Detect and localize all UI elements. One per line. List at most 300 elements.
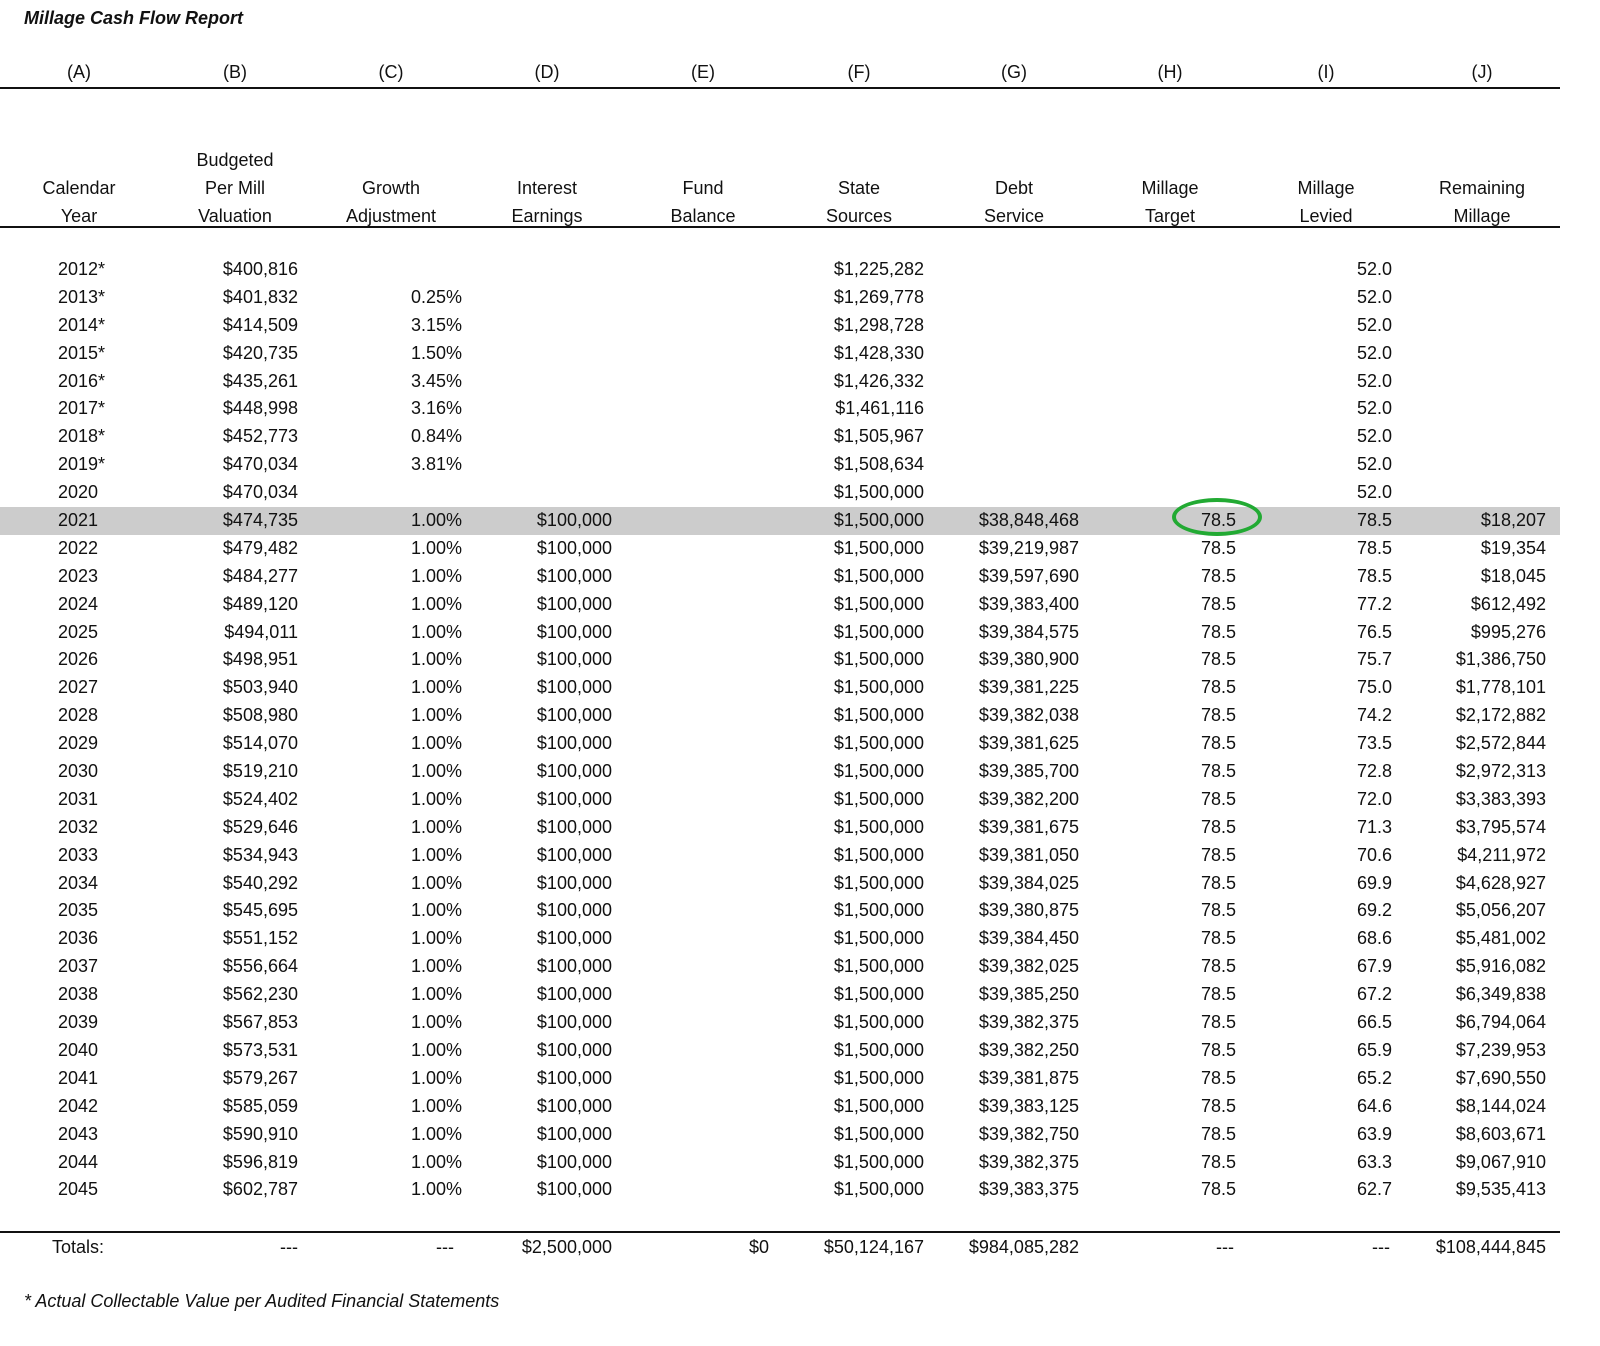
cell-growth: 1.00% — [410, 788, 462, 809]
letters-rule — [0, 87, 1560, 89]
table-row — [0, 1149, 1560, 1177]
header-line — [1090, 146, 1250, 174]
cell-valuation: $596,819 — [222, 1151, 298, 1172]
cell-interest: $100,000 — [536, 649, 612, 670]
table-row — [0, 535, 1560, 563]
table-row — [0, 646, 1560, 674]
cell-remaining-millage: $9,535,413 — [1455, 1179, 1546, 1200]
cell-year: 2041 — [58, 1067, 99, 1088]
header-rule — [0, 226, 1560, 228]
cell-growth: 1.00% — [410, 677, 462, 698]
cell-growth: 1.00% — [410, 1067, 462, 1088]
cell-remaining-millage: $5,481,002 — [1455, 928, 1546, 949]
cell-valuation: $524,402 — [222, 788, 298, 809]
cell-millage-target: 78.5 — [1200, 621, 1236, 642]
cell-debt-service: $39,383,125 — [978, 1095, 1079, 1116]
cell-year: 2037 — [58, 956, 99, 977]
footnote: * Actual Collectable Value per Audited Financial Statements — [24, 1291, 500, 1311]
cell-state-sources: $1,500,000 — [833, 1151, 924, 1172]
totals-interest: $2,500,000 — [521, 1237, 612, 1257]
cell-millage-levied: 65.2 — [1356, 1067, 1392, 1088]
header-millage-levied — [1246, 146, 1406, 230]
cell-debt-service: $39,380,900 — [978, 649, 1079, 670]
cell-millage-target: 78.5 — [1200, 510, 1236, 531]
table-row — [0, 730, 1560, 758]
cell-growth: 1.00% — [410, 621, 462, 642]
table-row — [0, 758, 1560, 786]
cell-year: 2030 — [58, 761, 99, 782]
cell-state-sources: $1,500,000 — [833, 872, 924, 893]
cell-year: 2033 — [58, 844, 99, 865]
cell-state-sources: $1,500,000 — [833, 1039, 924, 1060]
cell-year: 2013* — [58, 286, 106, 307]
cell-growth: 1.00% — [410, 649, 462, 670]
cell-debt-service: $39,382,250 — [978, 1039, 1079, 1060]
cell-growth: 1.00% — [410, 510, 462, 531]
cell-millage-levied: 52.0 — [1356, 342, 1392, 363]
cell-millage-target: 78.5 — [1200, 1012, 1236, 1033]
cell-millage-levied: 69.2 — [1356, 900, 1392, 921]
cell-growth: 1.00% — [410, 1095, 462, 1116]
header-line: Remaining — [1438, 178, 1526, 198]
header-line: Budgeted — [196, 150, 274, 170]
cell-valuation: $448,998 — [222, 398, 298, 419]
cell-millage-levied: 52.0 — [1356, 286, 1392, 307]
cell-millage-target: 78.5 — [1200, 1039, 1236, 1060]
cell-debt-service: $39,597,690 — [978, 565, 1079, 586]
cell-millage-target: 78.5 — [1200, 593, 1236, 614]
table-row — [0, 312, 1560, 340]
cell-remaining-millage: $7,239,953 — [1455, 1039, 1546, 1060]
cell-debt-service: $39,381,625 — [978, 733, 1079, 754]
header-state-sources — [779, 146, 939, 230]
header-line — [1246, 146, 1406, 174]
cell-interest: $100,000 — [536, 956, 612, 977]
cell-millage-levied: 65.9 — [1356, 1039, 1392, 1060]
cell-year: 2014* — [58, 314, 106, 335]
cell-valuation: $551,152 — [222, 928, 298, 949]
table-row — [0, 619, 1560, 647]
header-valuation — [155, 146, 315, 230]
totals-remaining-millage: $108,444,845 — [1435, 1237, 1546, 1257]
header-line: Levied — [1299, 206, 1353, 226]
cell-remaining-millage: $5,056,207 — [1455, 900, 1546, 921]
cell-state-sources: $1,500,000 — [833, 1067, 924, 1088]
cell-interest: $100,000 — [536, 677, 612, 698]
report-title: Millage Cash Flow Report — [24, 8, 244, 28]
table-row — [0, 284, 1560, 312]
header-line: Growth — [361, 178, 421, 198]
cell-debt-service: $39,385,250 — [978, 984, 1079, 1005]
cell-growth: 1.00% — [410, 537, 462, 558]
cell-state-sources: $1,500,000 — [833, 984, 924, 1005]
cell-debt-service: $39,382,200 — [978, 788, 1079, 809]
cell-year: 2018* — [58, 426, 106, 447]
cell-valuation: $498,951 — [222, 649, 298, 670]
header-line: Debt — [994, 178, 1034, 198]
cell-valuation: $540,292 — [222, 872, 298, 893]
table-row — [0, 1037, 1560, 1065]
table-row — [0, 591, 1560, 619]
cell-millage-levied: 67.9 — [1356, 956, 1392, 977]
cell-remaining-millage: $18,045 — [1480, 565, 1546, 586]
cell-millage-target: 78.5 — [1200, 537, 1236, 558]
cell-year: 2034 — [58, 872, 99, 893]
cell-interest: $100,000 — [536, 1067, 612, 1088]
cell-valuation: $514,070 — [222, 733, 298, 754]
cell-millage-levied: 78.5 — [1356, 565, 1392, 586]
column-letter-j: (J) — [1471, 62, 1493, 82]
table-row — [0, 368, 1560, 396]
column-letter-i: (I) — [1317, 62, 1335, 82]
table-row — [0, 1176, 1560, 1204]
cell-remaining-millage: $19,354 — [1480, 537, 1546, 558]
cell-millage-levied: 70.6 — [1356, 844, 1392, 865]
cell-debt-service: $39,383,375 — [978, 1179, 1079, 1200]
cell-growth: 3.15% — [410, 314, 462, 335]
column-letter-e: (E) — [691, 62, 715, 82]
cell-interest: $100,000 — [536, 733, 612, 754]
header-line: Per Mill — [204, 178, 265, 198]
cell-growth: 1.00% — [410, 984, 462, 1005]
cell-valuation: $545,695 — [222, 900, 298, 921]
cell-millage-levied: 72.0 — [1356, 788, 1392, 809]
header-remaining-millage — [1402, 146, 1562, 230]
totals-growth: --- — [436, 1237, 454, 1257]
cell-year: 2040 — [58, 1039, 99, 1060]
cell-state-sources: $1,500,000 — [833, 733, 924, 754]
cell-interest: $100,000 — [536, 1151, 612, 1172]
cell-millage-target: 78.5 — [1200, 872, 1236, 893]
table-row — [0, 786, 1560, 814]
cell-millage-levied: 64.6 — [1356, 1095, 1392, 1116]
totals-debt-service: $984,085,282 — [968, 1237, 1079, 1257]
totals-valuation: --- — [280, 1237, 298, 1257]
cell-growth: 1.00% — [410, 844, 462, 865]
table-row — [0, 981, 1560, 1009]
cell-state-sources: $1,500,000 — [833, 900, 924, 921]
cell-millage-levied: 78.5 — [1356, 510, 1392, 531]
cell-remaining-millage: $2,972,313 — [1455, 761, 1546, 782]
cell-growth: 0.25% — [410, 286, 462, 307]
cell-millage-target: 78.5 — [1200, 565, 1236, 586]
cell-debt-service: $39,382,750 — [978, 1123, 1079, 1144]
cell-millage-levied: 63.9 — [1356, 1123, 1392, 1144]
cell-remaining-millage: $2,572,844 — [1455, 733, 1546, 754]
cell-year: 2016* — [58, 370, 106, 391]
table-row — [0, 1093, 1560, 1121]
cell-year: 2027 — [58, 677, 99, 698]
cell-remaining-millage: $6,794,064 — [1455, 1012, 1546, 1033]
cell-millage-levied: 77.2 — [1356, 593, 1392, 614]
cell-state-sources: $1,500,000 — [833, 956, 924, 977]
cell-millage-levied: 52.0 — [1356, 454, 1392, 475]
cell-millage-target: 78.5 — [1200, 816, 1236, 837]
cell-millage-target: 78.5 — [1200, 844, 1236, 865]
cell-interest: $100,000 — [536, 1039, 612, 1060]
cell-valuation: $585,059 — [222, 1095, 298, 1116]
cell-growth: 1.00% — [410, 816, 462, 837]
cell-debt-service: $39,385,700 — [978, 761, 1079, 782]
cell-millage-levied: 74.2 — [1356, 705, 1392, 726]
cell-valuation: $479,482 — [222, 537, 298, 558]
totals-state-sources: $50,124,167 — [823, 1237, 924, 1257]
cell-millage-levied: 76.5 — [1356, 621, 1392, 642]
column-letter-h: (H) — [1157, 62, 1183, 82]
header-line — [934, 146, 1094, 174]
cell-state-sources: $1,500,000 — [833, 816, 924, 837]
table-row — [0, 842, 1560, 870]
cell-remaining-millage: $1,778,101 — [1455, 677, 1546, 698]
table-row — [0, 897, 1560, 925]
table-row — [0, 563, 1560, 591]
cell-interest: $100,000 — [536, 788, 612, 809]
cell-millage-target: 78.5 — [1200, 788, 1236, 809]
cell-debt-service: $39,381,050 — [978, 844, 1079, 865]
table-row — [0, 925, 1560, 953]
header-line: Target — [1144, 206, 1196, 226]
cell-year: 2020 — [58, 482, 99, 503]
header-growth — [311, 146, 471, 230]
cell-year: 2036 — [58, 928, 99, 949]
column-letter-g: (G) — [1001, 62, 1027, 82]
cell-remaining-millage: $7,690,550 — [1455, 1067, 1546, 1088]
header-line: Calendar — [42, 178, 116, 198]
cell-interest: $100,000 — [536, 537, 612, 558]
cell-remaining-millage: $8,144,024 — [1455, 1095, 1546, 1116]
cell-remaining-millage: $2,172,882 — [1455, 705, 1546, 726]
cell-millage-levied: 52.0 — [1356, 314, 1392, 335]
cell-year: 2031 — [58, 788, 99, 809]
cell-millage-levied: 66.5 — [1356, 1012, 1392, 1033]
header-line: Millage — [1297, 178, 1355, 198]
cell-growth: 1.00% — [410, 565, 462, 586]
cell-valuation: $519,210 — [222, 761, 298, 782]
table-row — [0, 451, 1560, 479]
cell-interest: $100,000 — [536, 844, 612, 865]
cell-remaining-millage: $8,603,671 — [1455, 1123, 1546, 1144]
cell-interest: $100,000 — [536, 1012, 612, 1033]
header-line — [779, 146, 939, 174]
cell-valuation: $579,267 — [222, 1067, 298, 1088]
header-line: Earnings — [511, 206, 583, 226]
cell-millage-levied: 63.3 — [1356, 1151, 1392, 1172]
table-row — [0, 256, 1560, 284]
cell-valuation: $562,230 — [222, 984, 298, 1005]
cell-year: 2028 — [58, 705, 99, 726]
cell-valuation: $489,120 — [222, 593, 298, 614]
cell-millage-levied: 75.0 — [1356, 677, 1392, 698]
header-line: Sources — [825, 206, 893, 226]
cell-state-sources: $1,500,000 — [833, 1123, 924, 1144]
cell-state-sources: $1,500,000 — [833, 510, 924, 531]
cell-interest: $100,000 — [536, 928, 612, 949]
cell-year: 2035 — [58, 900, 99, 921]
data-rows — [0, 256, 1560, 1204]
cell-millage-target: 78.5 — [1200, 1179, 1236, 1200]
cell-growth: 1.00% — [410, 1039, 462, 1060]
cell-state-sources: $1,426,332 — [833, 370, 924, 391]
totals-fund-balance: $0 — [748, 1237, 769, 1257]
cell-valuation: $508,980 — [222, 705, 298, 726]
header-line: Interest — [516, 178, 578, 198]
table-row — [0, 674, 1560, 702]
cell-growth: 1.00% — [410, 1179, 462, 1200]
cell-interest: $100,000 — [536, 984, 612, 1005]
cell-valuation: $420,735 — [222, 342, 298, 363]
cell-debt-service: $39,219,987 — [978, 537, 1079, 558]
cell-state-sources: $1,225,282 — [833, 259, 924, 279]
header-line — [1402, 146, 1562, 174]
cell-year: 2023 — [58, 565, 99, 586]
cell-debt-service: $39,384,450 — [978, 928, 1079, 949]
totals-row — [0, 1233, 1560, 1261]
cell-debt-service: $38,848,468 — [978, 510, 1079, 531]
header-millage-target — [1090, 146, 1250, 230]
table-row — [0, 1009, 1560, 1037]
cell-year: 2043 — [58, 1123, 99, 1144]
cell-millage-levied: 78.5 — [1356, 537, 1392, 558]
cell-millage-target: 78.5 — [1200, 928, 1236, 949]
cell-millage-target: 78.5 — [1200, 705, 1236, 726]
header-line: Service — [983, 206, 1045, 226]
cell-valuation: $590,910 — [222, 1123, 298, 1144]
cell-millage-levied: 69.9 — [1356, 872, 1392, 893]
header-line — [0, 146, 159, 174]
cell-debt-service: $39,381,225 — [978, 677, 1079, 698]
totals-label: Totals: — [52, 1237, 105, 1257]
cell-millage-levied: 67.2 — [1356, 984, 1392, 1005]
cell-valuation: $470,034 — [222, 482, 298, 503]
cell-debt-service: $39,382,375 — [978, 1012, 1079, 1033]
cell-millage-levied: 62.7 — [1356, 1179, 1392, 1200]
cell-growth: 1.00% — [410, 1123, 462, 1144]
cell-state-sources: $1,500,000 — [833, 761, 924, 782]
cell-year: 2025 — [58, 621, 99, 642]
cell-debt-service: $39,381,675 — [978, 816, 1079, 837]
cell-growth: 3.45% — [410, 370, 462, 391]
column-letter-b: (B) — [223, 62, 247, 82]
header-line — [467, 146, 627, 174]
cell-debt-service: $39,384,575 — [978, 621, 1079, 642]
table-row — [0, 395, 1560, 423]
column-letter-c: (C) — [378, 62, 404, 82]
cell-interest: $100,000 — [536, 1095, 612, 1116]
cell-state-sources: $1,500,000 — [833, 593, 924, 614]
cell-year: 2038 — [58, 984, 99, 1005]
cell-interest: $100,000 — [536, 900, 612, 921]
cell-state-sources: $1,500,000 — [833, 482, 924, 503]
cell-millage-levied: 52.0 — [1356, 370, 1392, 391]
header-line: Adjustment — [345, 206, 437, 226]
cell-growth: 1.00% — [410, 705, 462, 726]
cell-debt-service: $39,380,875 — [978, 900, 1079, 921]
cell-remaining-millage: $4,628,927 — [1455, 872, 1546, 893]
cell-growth: 1.00% — [410, 761, 462, 782]
cell-millage-target: 78.5 — [1200, 900, 1236, 921]
cell-growth: 3.81% — [410, 454, 462, 475]
cell-millage-levied: 71.3 — [1356, 816, 1392, 837]
table-row — [0, 702, 1560, 730]
cell-year: 2026 — [58, 649, 99, 670]
cell-millage-levied: 52.0 — [1356, 259, 1392, 279]
cell-year: 2017* — [58, 398, 106, 419]
header-line: State — [837, 178, 881, 198]
cell-interest: $100,000 — [536, 1179, 612, 1200]
cell-valuation: $484,277 — [222, 565, 298, 586]
cell-valuation: $556,664 — [222, 956, 298, 977]
cell-growth: 0.84% — [410, 426, 462, 447]
cell-growth: 1.00% — [410, 1012, 462, 1033]
cell-remaining-millage: $9,067,910 — [1455, 1151, 1546, 1172]
cell-remaining-millage: $612,492 — [1470, 593, 1546, 614]
cell-interest: $100,000 — [536, 1123, 612, 1144]
cell-interest: $100,000 — [536, 761, 612, 782]
table-row — [0, 1065, 1560, 1093]
cell-state-sources: $1,269,778 — [833, 286, 924, 307]
cell-growth: 1.50% — [410, 342, 462, 363]
cell-remaining-millage: $6,349,838 — [1455, 984, 1546, 1005]
table-row — [0, 953, 1560, 981]
cell-valuation: $452,773 — [222, 426, 298, 447]
cell-debt-service: $39,381,875 — [978, 1067, 1079, 1088]
table-row — [0, 1121, 1560, 1149]
cell-valuation: $567,853 — [222, 1012, 298, 1033]
cell-remaining-millage: $18,207 — [1480, 510, 1546, 531]
header-line — [623, 146, 783, 174]
cell-millage-levied: 68.6 — [1356, 928, 1392, 949]
cell-millage-levied: 52.0 — [1356, 482, 1392, 503]
cell-millage-levied: 75.7 — [1356, 649, 1392, 670]
cell-state-sources: $1,500,000 — [833, 928, 924, 949]
cell-valuation: $573,531 — [222, 1039, 298, 1060]
cell-interest: $100,000 — [536, 621, 612, 642]
cell-remaining-millage: $4,211,972 — [1457, 844, 1546, 865]
cell-state-sources: $1,500,000 — [833, 565, 924, 586]
cell-state-sources: $1,461,116 — [835, 398, 924, 419]
cell-remaining-millage: $3,383,393 — [1455, 788, 1546, 809]
header-calendar-year — [0, 146, 159, 230]
cell-millage-levied: 73.5 — [1356, 733, 1392, 754]
cell-state-sources: $1,508,634 — [833, 454, 924, 475]
column-letter-d: (D) — [534, 62, 560, 82]
header-line: Year — [60, 206, 98, 226]
cell-state-sources: $1,500,000 — [833, 788, 924, 809]
cell-state-sources: $1,298,728 — [833, 314, 924, 335]
column-letters — [0, 62, 1560, 88]
cell-state-sources: $1,500,000 — [833, 649, 924, 670]
cell-remaining-millage: $5,916,082 — [1455, 956, 1546, 977]
header-line — [311, 146, 471, 174]
table-row — [0, 423, 1560, 451]
cell-valuation: $534,943 — [222, 844, 298, 865]
cell-year: 2032 — [58, 816, 99, 837]
cell-state-sources: $1,500,000 — [833, 1012, 924, 1033]
column-letter-a: (A) — [67, 62, 91, 82]
cell-state-sources: $1,500,000 — [833, 1179, 924, 1200]
cell-interest: $100,000 — [536, 510, 612, 531]
cell-valuation: $494,011 — [224, 621, 298, 642]
cell-millage-target: 78.5 — [1200, 649, 1236, 670]
cell-valuation: $503,940 — [222, 677, 298, 698]
cell-valuation: $470,034 — [222, 454, 298, 475]
cell-growth: 3.16% — [410, 398, 462, 419]
cell-state-sources: $1,500,000 — [833, 677, 924, 698]
cell-valuation: $474,735 — [222, 510, 298, 531]
cell-growth: 1.00% — [410, 593, 462, 614]
cell-state-sources: $1,500,000 — [833, 705, 924, 726]
cell-debt-service: $39,382,375 — [978, 1151, 1079, 1172]
